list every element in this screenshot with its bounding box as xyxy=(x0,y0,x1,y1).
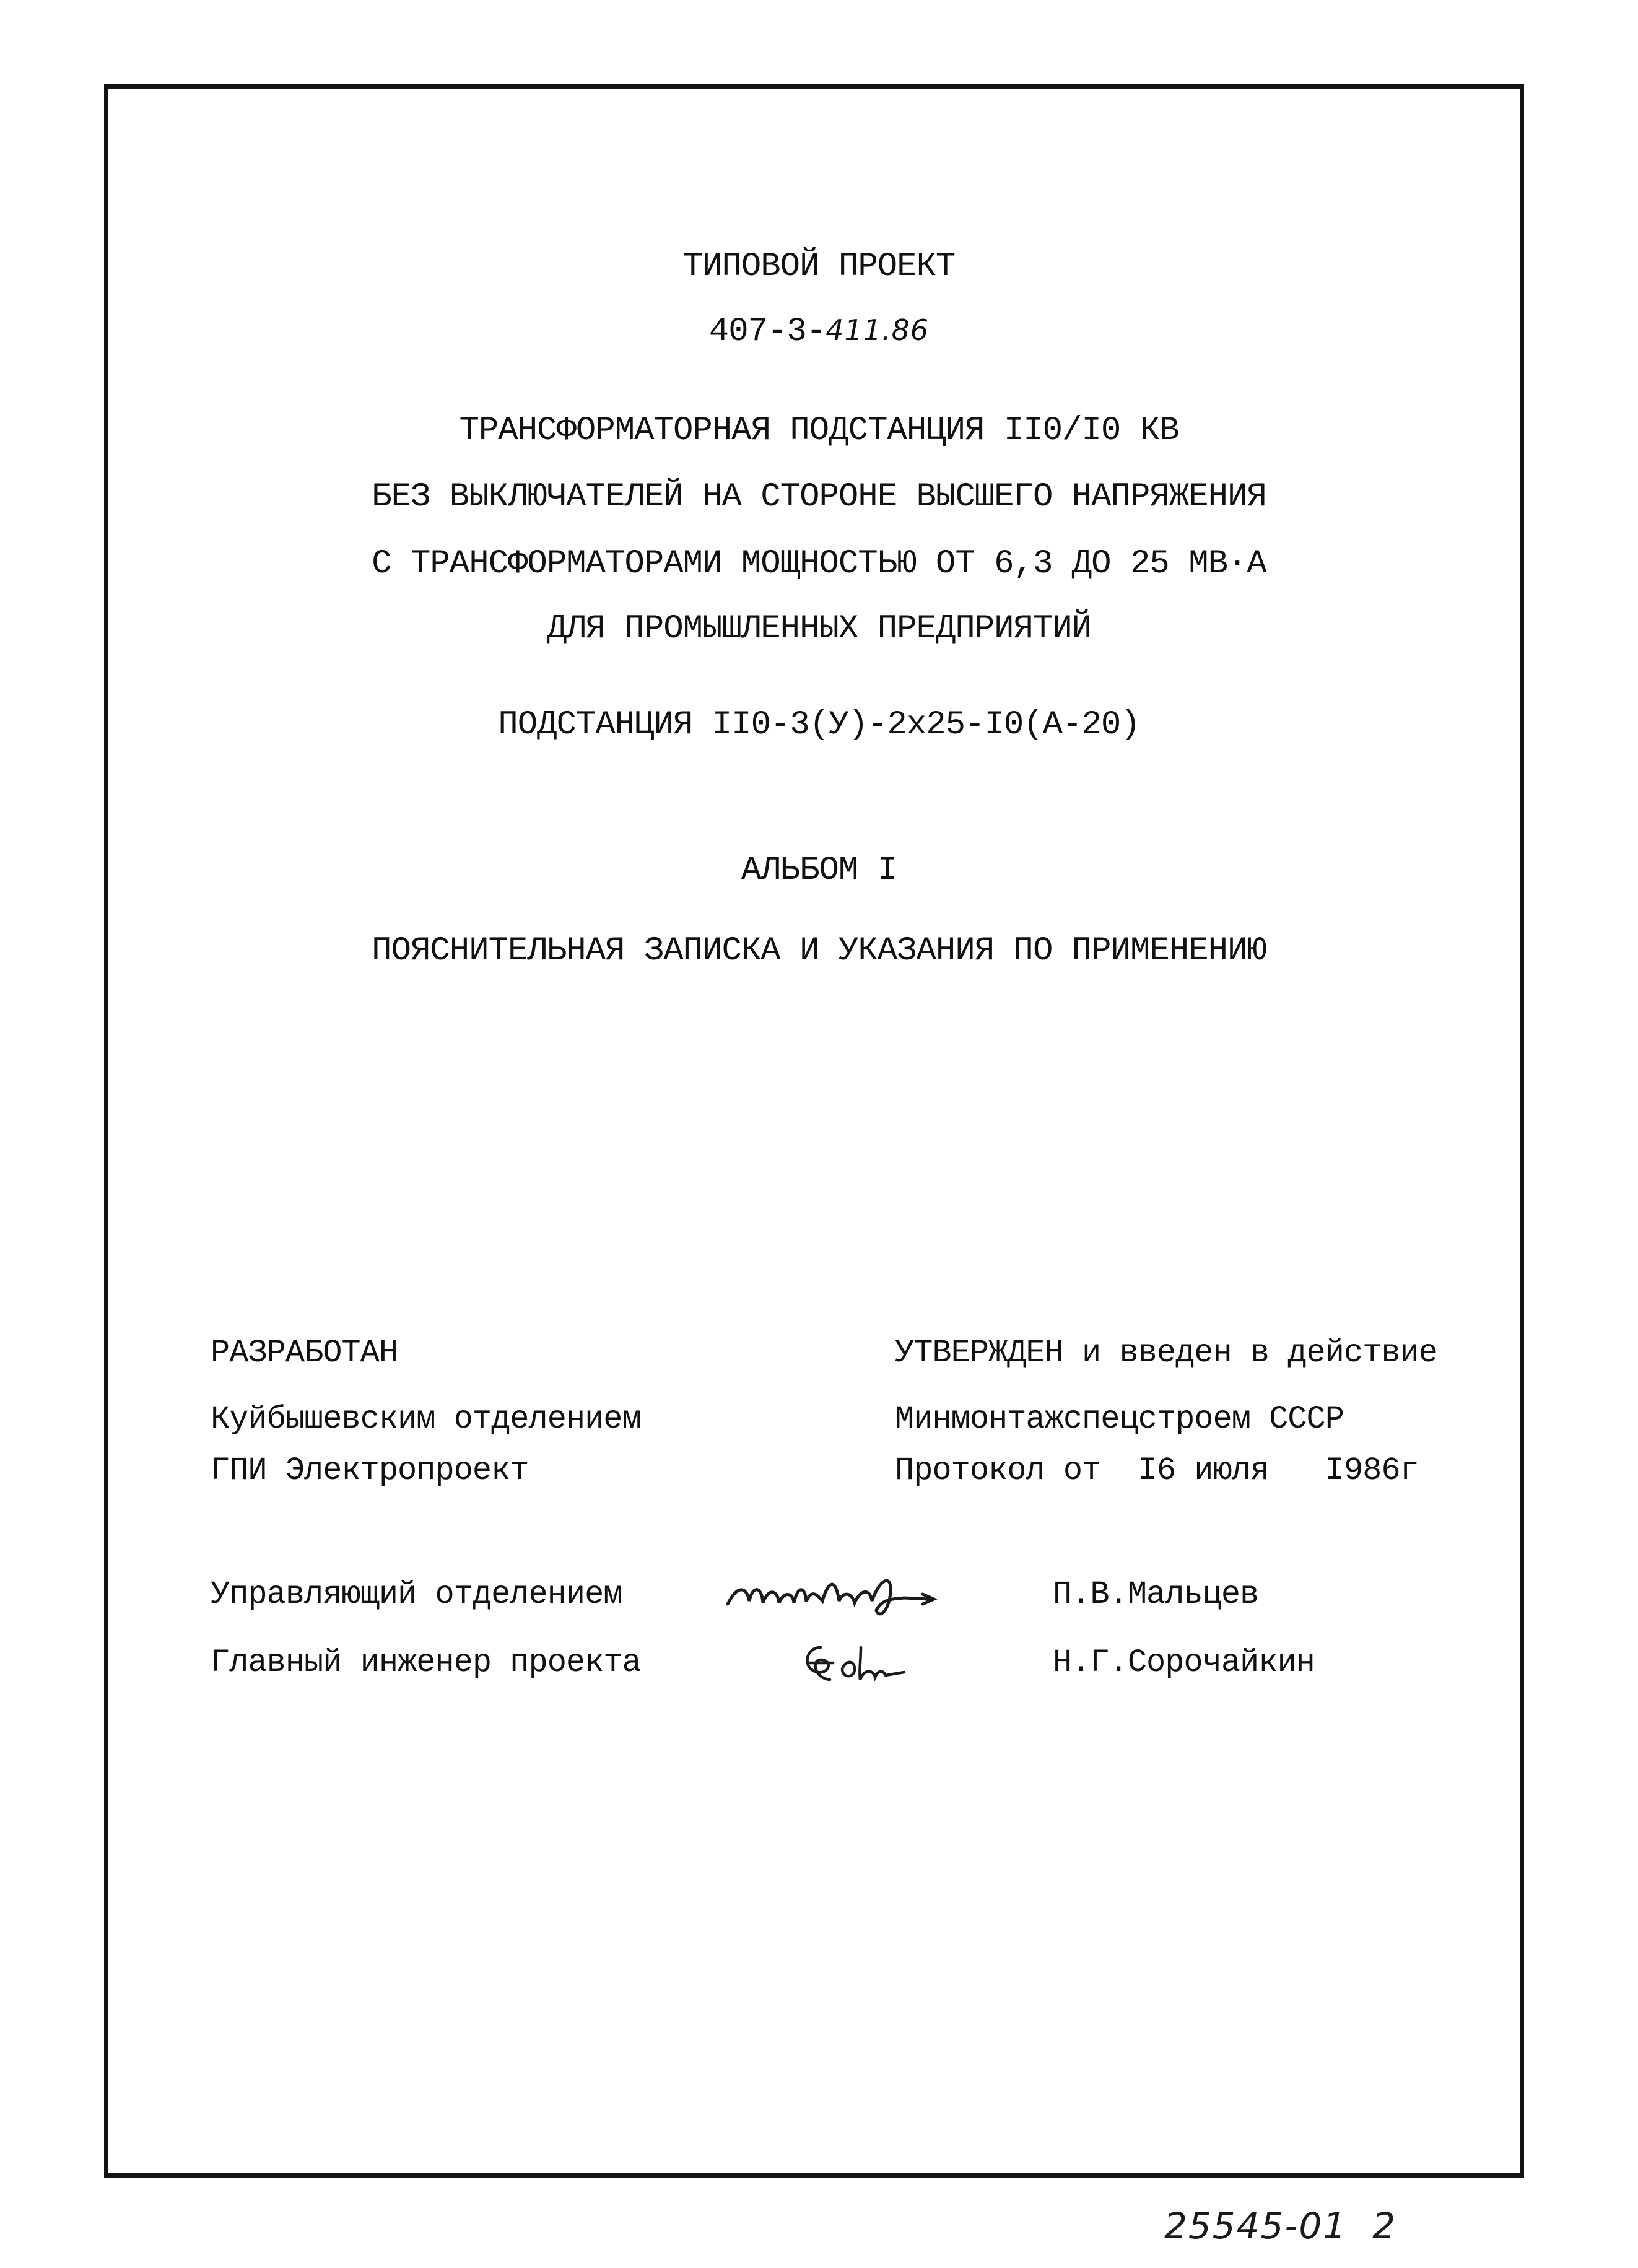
document-number-code: 25545-01 xyxy=(1164,2205,1348,2247)
signature-name-engineer: Н.Г.Сорочайкин xyxy=(1053,1644,1315,1681)
approved-line-1: Минмонтажспецстроем СССР xyxy=(895,1401,1344,1437)
signature-manager xyxy=(725,1567,1016,1631)
album-title: АЛЬБОМ I xyxy=(741,852,897,889)
subject-line-3: С ТРАНСФОРМАТОРАМИ МОЩНОСТЬЮ ОТ 6,3 ДО 25 МВ·А xyxy=(372,545,1266,583)
handwritten-signature-manager-icon xyxy=(725,1567,1016,1623)
developed-label: РАЗРАБОТАН xyxy=(211,1335,398,1371)
page-frame xyxy=(104,84,1524,2178)
developed-line-1: Куйбышевским отделением xyxy=(211,1401,641,1437)
approved-line-2 xyxy=(895,1452,1419,1489)
signature-role-manager: Управляющий отделением xyxy=(211,1576,622,1613)
subject-line-1: ТРАНСФОРМАТОРНАЯ ПОДСТАНЦИЯ II0/I0 КВ xyxy=(459,412,1179,450)
approved-protocol-day: I6 июля xyxy=(1138,1452,1270,1489)
approved-protocol-prefix: Протокол от xyxy=(895,1452,1101,1489)
signature-engineer xyxy=(796,1635,957,1699)
signature-role-engineer: Главный инженер проекта xyxy=(211,1644,641,1681)
project-code-printed: 407-3- xyxy=(708,313,826,351)
developed-line-2: ГПИ Электропроект xyxy=(211,1452,529,1489)
handwritten-signature-engineer-icon xyxy=(796,1635,957,1691)
approved-protocol-year: I986г xyxy=(1325,1452,1419,1489)
project-code xyxy=(0,313,1638,351)
project-heading: ТИПОВОЙ ПРОЕКТ xyxy=(682,248,956,286)
subject-line-2: БЕЗ ВЫКЛЮЧАТЕЛЕЙ НА СТОРОНЕ ВЫСШЕГО НАПРЯЖЕНИЯ xyxy=(372,478,1266,516)
document-number xyxy=(1164,2205,1396,2247)
project-code-handwritten: 411.86 xyxy=(826,313,930,347)
page-number: 2 xyxy=(1372,2205,1397,2247)
album-description: ПОЯСНИТЕЛЬНАЯ ЗАПИСКА И УКАЗАНИЯ ПО ПРИМЕНЕНИЮ xyxy=(372,932,1266,970)
subject-line-4: ДЛЯ ПРОМЫШЛЕННЫХ ПРЕДПРИЯТИЙ xyxy=(546,610,1092,648)
approved-label: УТВЕРЖДЕН и введен в действие xyxy=(895,1335,1437,1371)
substation-designation: ПОДСТАНЦИЯ II0-3(У)-2х25-I0(А-20) xyxy=(498,706,1140,744)
signature-name-manager: П.В.Мальцев xyxy=(1053,1576,1259,1613)
